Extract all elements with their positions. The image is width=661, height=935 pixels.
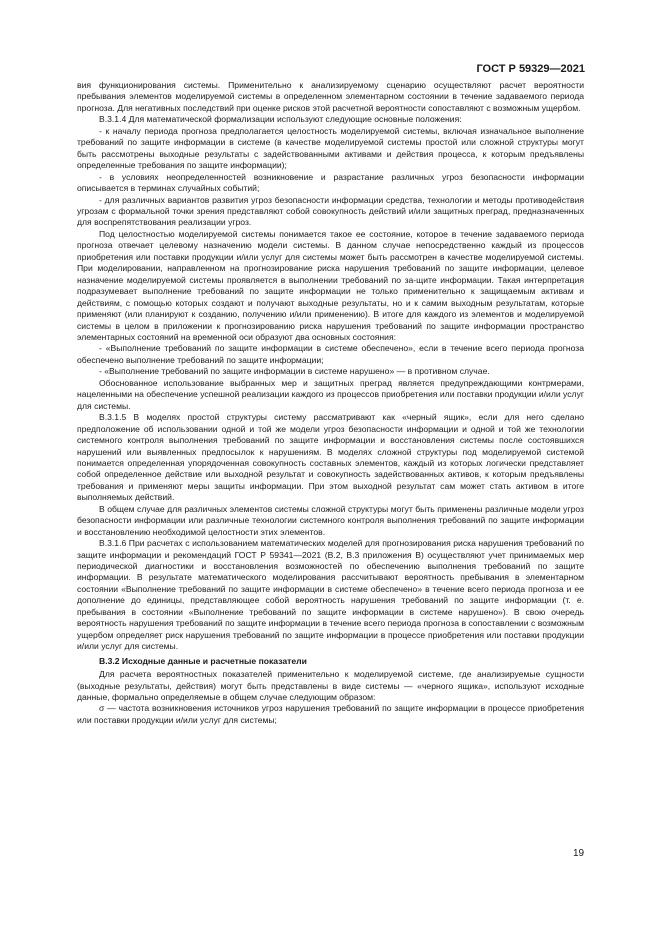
paragraph: Для расчета вероятностных показателей применительно к моделируемой системе, где анализируемые сущности (выходные результаты, действия) могут быть представлены в виде системы — «черного ящика», используют исходные данные, формально определяемые в общем случае следующим образом:	[77, 669, 584, 703]
paragraph: Обоснованное использование выбранных мер и защитных преград является предупреждающими контрмерами, нацеленными на обеспечение успешной реализации каждого из процессов приобретения или поставки продукции и/или услуг для системы.	[77, 377, 584, 411]
document-body	[77, 80, 584, 726]
list-item: - для различных вариантов развития угроз безопасности информации средства, технологии и методы противодействия угрозам с формальной точки зрения представляют собой совокупность действий и/или защитных преград, предназначенных для воспрепятствования реализации угроз.	[77, 194, 584, 228]
list-item: - в условиях неопределенностей возникновение и разрастание различных угроз безопасности информации описывается в терминах случайных событий;	[77, 171, 584, 194]
section-heading: В.3.2 Исходные данные и расчетные показатели	[99, 655, 307, 666]
paragraph: вия функционирования системы. Применительно к анализируемому сценарию осуществляют расчет вероятности пребывания элементов моделируемой системы в определенном элементарном состоянии в течение задаваемого периода прогноза. Для негативных последствий при оценке рисков этой расчетной вероятности сопоставляют с возможным ущербом.	[77, 80, 584, 113]
page-number: 19	[573, 848, 585, 859]
list-item: - «Выполнение требований по защите информации в системе нарушено» — в противном случае.	[99, 366, 490, 377]
paragraph: В.3.1.6 При расчетах с использованием математических моделей для прогнозирования риска нарушения требований по защите информации и рекомендаций ГОСТ Р 59341—2021 (В.2, В.3 приложения В) осуществляют учет принимаемых мер периодической диагностики и восстановления возможностей по обеспечению выполнения требований по защите информации. В результате математического моделирования рассчитывают вероятность пребывания в элементарном состоянии «Выполнение требований по защите информации в системе обеспечено» в течение всего периода прогноза и ее дополнение до единицы, представляющее собой вероятность нарушения требований по защите информации (т. е. пребывания в состоянии «Выполнение требований по защите информации в системе нарушено»). В свою очередь вероятность нарушения требований по защите информации в течение всего периода прогноза в сопоставлении с возможным ущербом определяет риск нарушения требований по защите информации в процессе приобретения или поставки продукции и/или услуг для системы.	[77, 538, 584, 652]
list-item: - к началу периода прогноза предполагается целостность моделируемой системы, включая изначальное выполнение требований по защите информации в системе (в качестве моделируемой системы простой или сложной структуры могут быть рассмотрены выходные результаты с задействованными активами и действия процесса, к которым предъявлены определенные требования по защите информации);	[77, 125, 584, 171]
document-header: ГОСТ Р 59329—2021	[476, 63, 585, 75]
paragraph: В общем случае для различных элементов системы сложной структуры могут быть применены различные модели угроз безопасности информации или различные технологии системного контроля выполнения требований по защите информации и восстановлению необходимой целостности этих элементов.	[77, 503, 584, 537]
paragraph: В.3.1.5 В моделях простой структуры систему рассматривают как «черный ящик», если для него сделано предположение об использовании одной и той же модели угроз безопасности информации и одной и той же технологии системного контроля выполнения требований по защите информации и восстановления системы после состоявшихся нарушений или выявленных предпосылок к нарушениям. В моделях сложной структуры под моделируемой системой понимается определенная упорядоченная совокупность составных элементов, каждый из которых логически представляет собой определенное действие или выходной результат и совокупность задействованных активов, к которым предъявлены требования и применяют меры защиты информации. При этом выходной результат сам может стать активом в итоге выполняемых действий.	[77, 412, 584, 503]
list-item: - «Выполнение требований по защите информации в системе обеспечено», если в течение всего периода прогноза обеспечено выполнение требований по защите информации;	[77, 343, 584, 365]
paragraph: Под целостностью моделируемой системы понимается такое ее состояние, которое в течение задаваемого периода прогноза отвечает целевому назначению модели системы. В данном случае непосредственно каждый из процессов приобретения или поставки продукции и/или услуг для системы может быть рассмотрен в качестве моделируемой системы. При моделировании, направленном на прогнозирование риска нарушения требований по защите информации, целевое назначение моделируемой системы проявляется в выполнении требований по за-щите информации. Такая интерпретация подразумевает выполнение требований по защите информации не только применительно к защищаемым активам и действиям, с помощью которых создают и получают выходные результаты, но и к самим выходным результатам, которые применяют (или планируют к созданию, получению и/или применению). В итоге для каждого из элементов и моделируемой системы в целом в приложении к прогнозированию риска нарушения требований по защите информации пространство элементарных состояний на временной оси образуют два основных состояния:	[77, 228, 584, 342]
paragraph: σ — частота возникновения источников угроз нарушения требований по защите информации в процессе приобретения или поставки продукции и/или услуг для системы;	[77, 703, 584, 725]
paragraph: В.3.1.4 Для математической формализации используют следующие основные положения:	[99, 114, 462, 125]
